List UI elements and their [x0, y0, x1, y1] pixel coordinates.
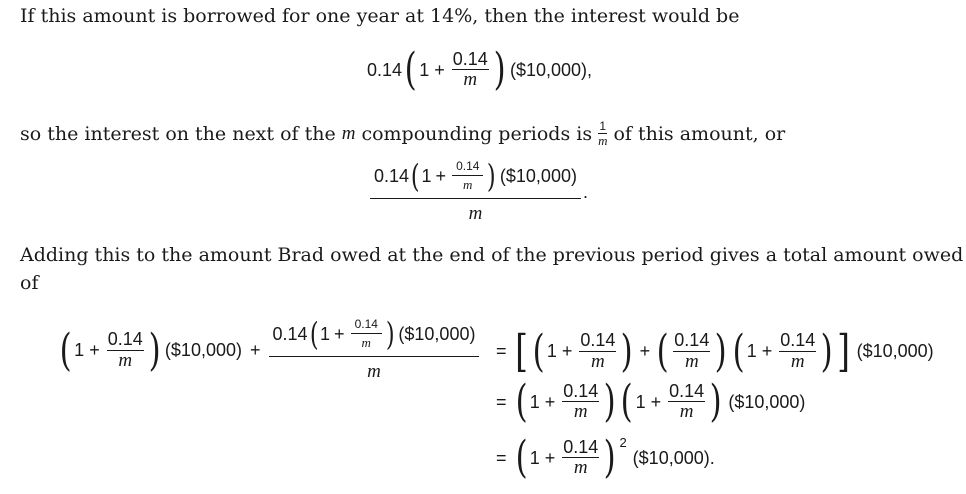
rhs2-plus-a: +: [544, 391, 556, 412]
eq1-fraction-numerator: 0.14: [452, 48, 488, 69]
eq3-right-paren: ): [148, 324, 161, 376]
rhs1-left-paren-b: (: [656, 325, 669, 377]
rhs3-left-paren: (: [515, 432, 528, 483]
eq3-one: 1: [74, 340, 85, 360]
rhs3-exponent: 2: [619, 434, 627, 450]
eq2-small-fraction: [452, 160, 483, 191]
rhs2-right-paren-b: ): [709, 376, 722, 427]
rhs1-left-paren-c: (: [732, 325, 745, 377]
p2-var-m: m: [341, 122, 356, 144]
p2-one-over-m-den: m: [598, 132, 608, 148]
rhs3-fraction: [562, 438, 599, 479]
rhs2-equals: =: [496, 391, 507, 412]
rhs3-fraction-num: 0.14: [563, 436, 599, 457]
eq3-bigfraction-den: m: [367, 361, 381, 382]
rhs1-fraction-b: [673, 331, 710, 372]
eq1-right-paren: ): [493, 44, 506, 95]
rhs2-right-paren-a: ): [603, 376, 616, 427]
rhs1-plus-c: +: [761, 341, 773, 361]
rhs1-right-paren-b: ): [714, 325, 727, 377]
eq3-plus: +: [89, 340, 100, 360]
eq3-fraction-num: 0.14: [107, 329, 143, 350]
rhs2-fraction-b-den: m: [679, 401, 694, 423]
eq3b-left-paren: (: [309, 315, 319, 353]
eq2-small-fraction-den: m: [463, 176, 473, 192]
rhs1-right-bracket: ]: [837, 326, 851, 377]
eq2-rate: 0.14: [374, 165, 410, 186]
paragraph-interest-intro: If this amount is borrowed for one year at 14%, then the interest would be: [20, 5, 740, 27]
rhs3-right-paren: ): [603, 432, 616, 483]
rhs1-principal: ($10,000): [856, 341, 934, 361]
equation-total-owed-rhs-line3: [496, 432, 715, 483]
eq3b-one: 1: [320, 323, 331, 344]
paragraph-compounding-periods: [20, 120, 785, 147]
eq3b-small-fraction-den: m: [361, 334, 371, 350]
eq2-small-fraction-num: 0.14: [452, 160, 483, 176]
eq3b-rate: 0.14: [272, 323, 308, 344]
eq3-fraction-den: m: [118, 349, 133, 371]
equation-interest-per-period: [370, 157, 588, 225]
equation-total-owed-rhs-line2: [496, 376, 806, 427]
eq3-fraction: [107, 330, 144, 371]
eq2-denominator: m: [468, 203, 483, 224]
rhs1-right-paren-a: ): [621, 325, 634, 377]
rhs2-fraction-a-den: m: [573, 401, 588, 423]
rhs2-one-b: 1: [635, 391, 646, 412]
rhs1-left-paren-a: (: [532, 325, 545, 377]
rhs1-one-a: 1: [546, 341, 557, 361]
eq2-fraction: [370, 157, 581, 225]
equation-total-owed-lhs: [57, 315, 479, 383]
rhs1-right-paren-c: ): [820, 325, 833, 377]
p2-text-mid: compounding periods is: [361, 122, 593, 145]
rhs3-fraction-den: m: [573, 457, 588, 479]
rhs1-fraction-c-den: m: [790, 350, 805, 372]
eq3b-small-fraction-num: 0.14: [351, 318, 382, 334]
p2-one-over-m-num: 1: [599, 119, 607, 133]
eq2-left-paren: (: [410, 157, 420, 195]
eq3-bigfraction-num: [269, 315, 480, 357]
rhs2-principal: ($10,000): [728, 391, 806, 412]
p2-text-before: so the interest on the next of the: [20, 122, 336, 145]
eq3b-right-paren: ): [385, 315, 395, 353]
paragraph-adding-amount: Adding this to the amount Brad owed at the end of the previous period gives a total amount owed: [20, 244, 964, 266]
eq2-plus: +: [435, 165, 447, 186]
rhs3-equals: =: [496, 447, 507, 468]
rhs2-fraction-b: [668, 382, 705, 423]
rhs2-plus-b: +: [650, 391, 662, 412]
rhs1-equals: =: [496, 341, 507, 361]
rhs1-plus-a: +: [561, 341, 573, 361]
rhs1-fraction-a: [579, 331, 616, 372]
eq2-right-paren: ): [487, 157, 497, 195]
rhs3-plus: +: [544, 447, 556, 468]
eq1-fraction: [452, 50, 489, 91]
rhs1-left-bracket: [: [514, 326, 528, 377]
eq3b-small-fraction: [351, 318, 382, 349]
rhs1-fraction-b-num: 0.14: [674, 330, 710, 351]
eq1-plus: +: [434, 59, 445, 80]
rhs2-left-paren-a: (: [515, 376, 528, 427]
eq1-fraction-denominator: m: [463, 69, 478, 91]
eq3-bigfraction: [269, 315, 480, 383]
eq3b-principal: ($10,000): [398, 323, 476, 344]
eq2-period: .: [582, 182, 588, 202]
rhs2-fraction-a: [562, 382, 599, 423]
eq1-rate: 0.14: [367, 59, 403, 80]
rhs1-fraction-c: [779, 331, 816, 372]
p2-one-over-m: [598, 120, 607, 147]
eq3b-plus: +: [334, 323, 345, 344]
paragraph-adding-amount-continued: of: [20, 272, 39, 294]
rhs1-fraction-a-den: m: [591, 350, 605, 372]
eq2-principal: ($10,000): [499, 165, 577, 186]
rhs1-one-c: 1: [746, 341, 757, 361]
eq1-left-paren: (: [404, 44, 417, 95]
rhs1-fraction-b-den: m: [684, 350, 699, 372]
rhs3-principal: ($10,000).: [632, 447, 715, 468]
p2-text-after: of this amount, or: [613, 122, 786, 145]
equation-total-owed-rhs-line1: [496, 326, 934, 377]
rhs2-fraction-a-num: 0.14: [563, 380, 599, 401]
eq3-plus-2: +: [249, 340, 261, 360]
eq2-one: 1: [421, 165, 432, 186]
eq3-left-paren: (: [59, 324, 72, 376]
rhs2-left-paren-b: (: [621, 376, 634, 427]
rhs2-one-a: 1: [529, 391, 540, 412]
eq2-numerator: [370, 157, 581, 199]
equation-interest-one-year: [367, 44, 593, 95]
rhs2-fraction-b-num: 0.14: [669, 380, 705, 401]
rhs1-fraction-c-num: 0.14: [780, 330, 816, 351]
eq3-principal: ($10,000): [164, 340, 242, 360]
rhs1-plus-b: +: [639, 341, 651, 361]
rhs3-one: 1: [529, 447, 540, 468]
eq1-one: 1: [419, 59, 430, 80]
rhs1-fraction-a-num: 0.14: [580, 330, 616, 351]
eq1-principal: ($10,000),: [509, 59, 593, 80]
